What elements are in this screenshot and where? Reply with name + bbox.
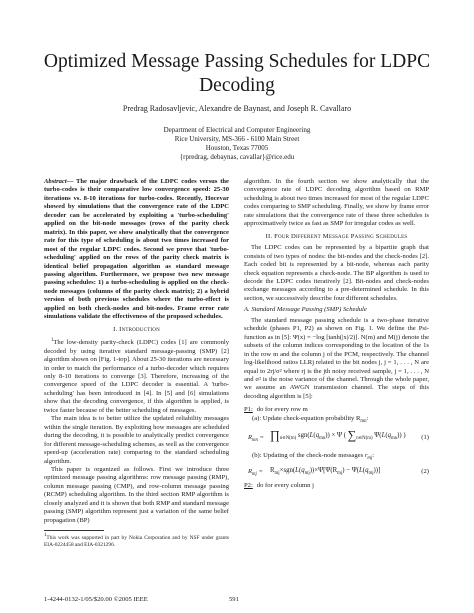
phase-text: do for every column j (256, 481, 314, 489)
affiliation-line: Houston, Texas 77005 (205, 144, 269, 152)
step-text: (b): Updating of the check-node messages (252, 452, 364, 460)
paper-title: Optimized Message Passing Schedules for LDPC Decoding (43, 51, 431, 96)
left-column (44, 178, 229, 549)
abstract (44, 178, 229, 322)
footnote-number: 1 (44, 533, 47, 539)
section-heading-introduction: I. Introduction (113, 325, 160, 333)
phase-label: P2: (244, 481, 253, 489)
smp-paragraph: The standard message passing schedule is a two-phase iterative schedule (phases P1, P2) as shown on Fig. 1. We define the Psi-function as in [5]: Ψ(x) = −log [tanh(|x|/2)]. N(m) and M(j) denote the subsets of the column indices corresponding to the location of the 1s in the row m and the column j of the PCM, respectively. The channel log-likelihood ratios LLRj related to the bit nodes j, j = 1, . . . , N are equal to 2rj/σ² where rj is the jth noisy received sample, j = 1, . . . , N and σ² is the noise variance of the channel. Through the whole paper, we assume an AWGN transmission channel. The steps of this decoding algorithm is [5]: (244, 316, 429, 400)
section-paragraph: The LDPC codes can be represented by a bipartite graph that consists of two types of nodes: the bit-nodes and the check-nodes [2]. Each coded bit is represented by a bit-node, whereas each parity check equation represents a check-node. The BP algorithm is used to decode the LDPC codes iteratively [2]. Bit-nodes and check-nodes exchange messages according to a pre-determined schedule. In this section, we successively describe four different schedules. (244, 244, 429, 302)
algorithm-step-a: (a): Update check-equation probability $R_{mn}$: (252, 414, 369, 424)
abstract-label: Abstract (44, 178, 67, 185)
footnote-divider (44, 530, 104, 531)
equation-body: $R_{mj}\times sgn(L(q_{mj}))\times\Psi[\Psi(R_{mj}) - \Psi(L(q_{mj}))]$ (270, 466, 381, 476)
right-column (244, 178, 429, 490)
subsection-heading-smp: A. Standard Message Passing (SMP) Schedule (244, 306, 367, 314)
intro-paragraph-text: The low-density parity-check (LDPC) codes [1] are commonly decoded by using iterative standard message-passing (SMP) [2] algorithm shown on [Fig. 1-top]. About 25-30 iterations are necessary in order to match the performance of a turbo-decoder which requires only 8-10 iterations to converge [3]. Therefore, increasing of the convergence speed of the LDPC decoder is essential. A 'turbo-scheduling' has been introduced in [4]. In [5] and [6] simulations show that the decoding convergence, if this algorithm is applied, is twice faster because of the better scheduling of messages. (44, 339, 229, 414)
equation-body: $\prod_{n\in N(m)}$ $sgn(L(q_{mn})) \times \Psi$ ( $\sum_{n\in N(m)}$ $\Psi(L(q_{mn}))$ ) (270, 428, 406, 443)
intro-paragraph (44, 337, 229, 415)
intro-paragraph: The main idea is to better utilize the updated reliability messages within the single iteration. By exploiting how messages are scheduled during the decoding, it is possible to analytically predict convergence for different message-scheduling schemes, as well as the convergence speed-up (acceleration rate) comparing to the standard scheduling algorithm. (44, 415, 229, 465)
intro-paragraph: This paper is organized as follows. First we introduce three optimized message passing algorithms: row message passing (RMP), column message passing (CMP), and row-column message passing (RCMP) scheduling algorithm. In the third section RMP algorithm is closely analyzed and it is shown that both RMP and standard message passing (SMP) algorithm represent just a variation of the same belief propagation (BP) (44, 465, 229, 524)
equation-lhs: $R_{mn}$ = (248, 434, 265, 444)
page-number: 591 (229, 596, 239, 603)
author-list: Predrag Radosavljevic, Alexandre de Baynast, and Joseph R. Cavallaro (122, 104, 352, 113)
equation-lhs: $R_{mj}$ = (248, 467, 263, 477)
footnote-marker: 1 (51, 338, 54, 344)
abstract-text: — The major drawback of the LDPC codes versus the turbo-codes is their comparative low convergence speed: 25-30 iterations vs. 8-10 iterations for turbo-codes. Recently, Hocevar showed by simulations that the convergence rate of the LDPC decoder can be accelerated by exploiting a 'turbo-scheduling' applied on the bit-node messages (rows of the parity check matrix). In this paper, we show analytically that the convergence rate for this type of scheduling is about two times increased for most of the regular LDPC codes. Second we prove that 'turbo-scheduling' applied on the rows of the parity check matrix is identical belief propagation algorithm as standard message passing algorithm. Furthermore, we propose two new message passing schedules: 1) a turbo-scheduling is applied on the check-node messages (columns of the parity check matrix); 2) a hybrid version of both previous schedules where the turbo-effect is applied on both check-nodes and bit-nodes. Frame error rate simulations validate the effectiveness of the proposed schedules. (44, 178, 229, 321)
phase-text: do for every row m (256, 406, 308, 414)
equation-number: (2) (421, 467, 429, 475)
affiliation-block (120, 126, 354, 162)
section-heading-schedules: II. Four Different Message Passing Schedules (265, 232, 408, 240)
algorithm-phase-1 (244, 406, 429, 414)
equation-number: (1) (421, 434, 429, 442)
footnote-text: This work was supported in part by Nokia Corporation and by NSF under grants EIA-0224458 and EIA-0321296. (44, 535, 229, 548)
continued-paragraph: algorithm. In the fourth section we show analytically that the convergence rate of LDPC decoding algorithm based on RMP scheduling is about two times increased for most of the regular LDPC codes comparing to SMP scheduling. Finally, we show by frame error rate simulations that the convergence rate of these three schedules is approximatively twice as fast as SMP for irregular codes as well. (244, 178, 429, 228)
algorithm-phase-2 (244, 482, 429, 490)
algorithm-step-b: (b): Updating of the check-node messages $r_{mj}$: (252, 452, 375, 462)
copyright-footer: 1-4244-0132-1/05/$20.00 ©2005 IEEE (44, 596, 148, 603)
affiliation-line: Department of Electrical and Computer Engineering (163, 126, 311, 134)
step-subscript: mn (360, 418, 367, 424)
equation-1 (244, 428, 429, 450)
affiliation-email: {rpredrag, debaynas, cavallar}@rice.edu (179, 153, 295, 161)
equation-2 (244, 466, 429, 480)
algorithm-block (244, 406, 429, 490)
phase-label: P1: (244, 406, 253, 414)
step-text: (a): Update check-equation probability R (252, 414, 361, 422)
affiliation-line: Rice University, MS-366 - 6100 Main Street (174, 135, 300, 143)
footnote (44, 533, 229, 549)
